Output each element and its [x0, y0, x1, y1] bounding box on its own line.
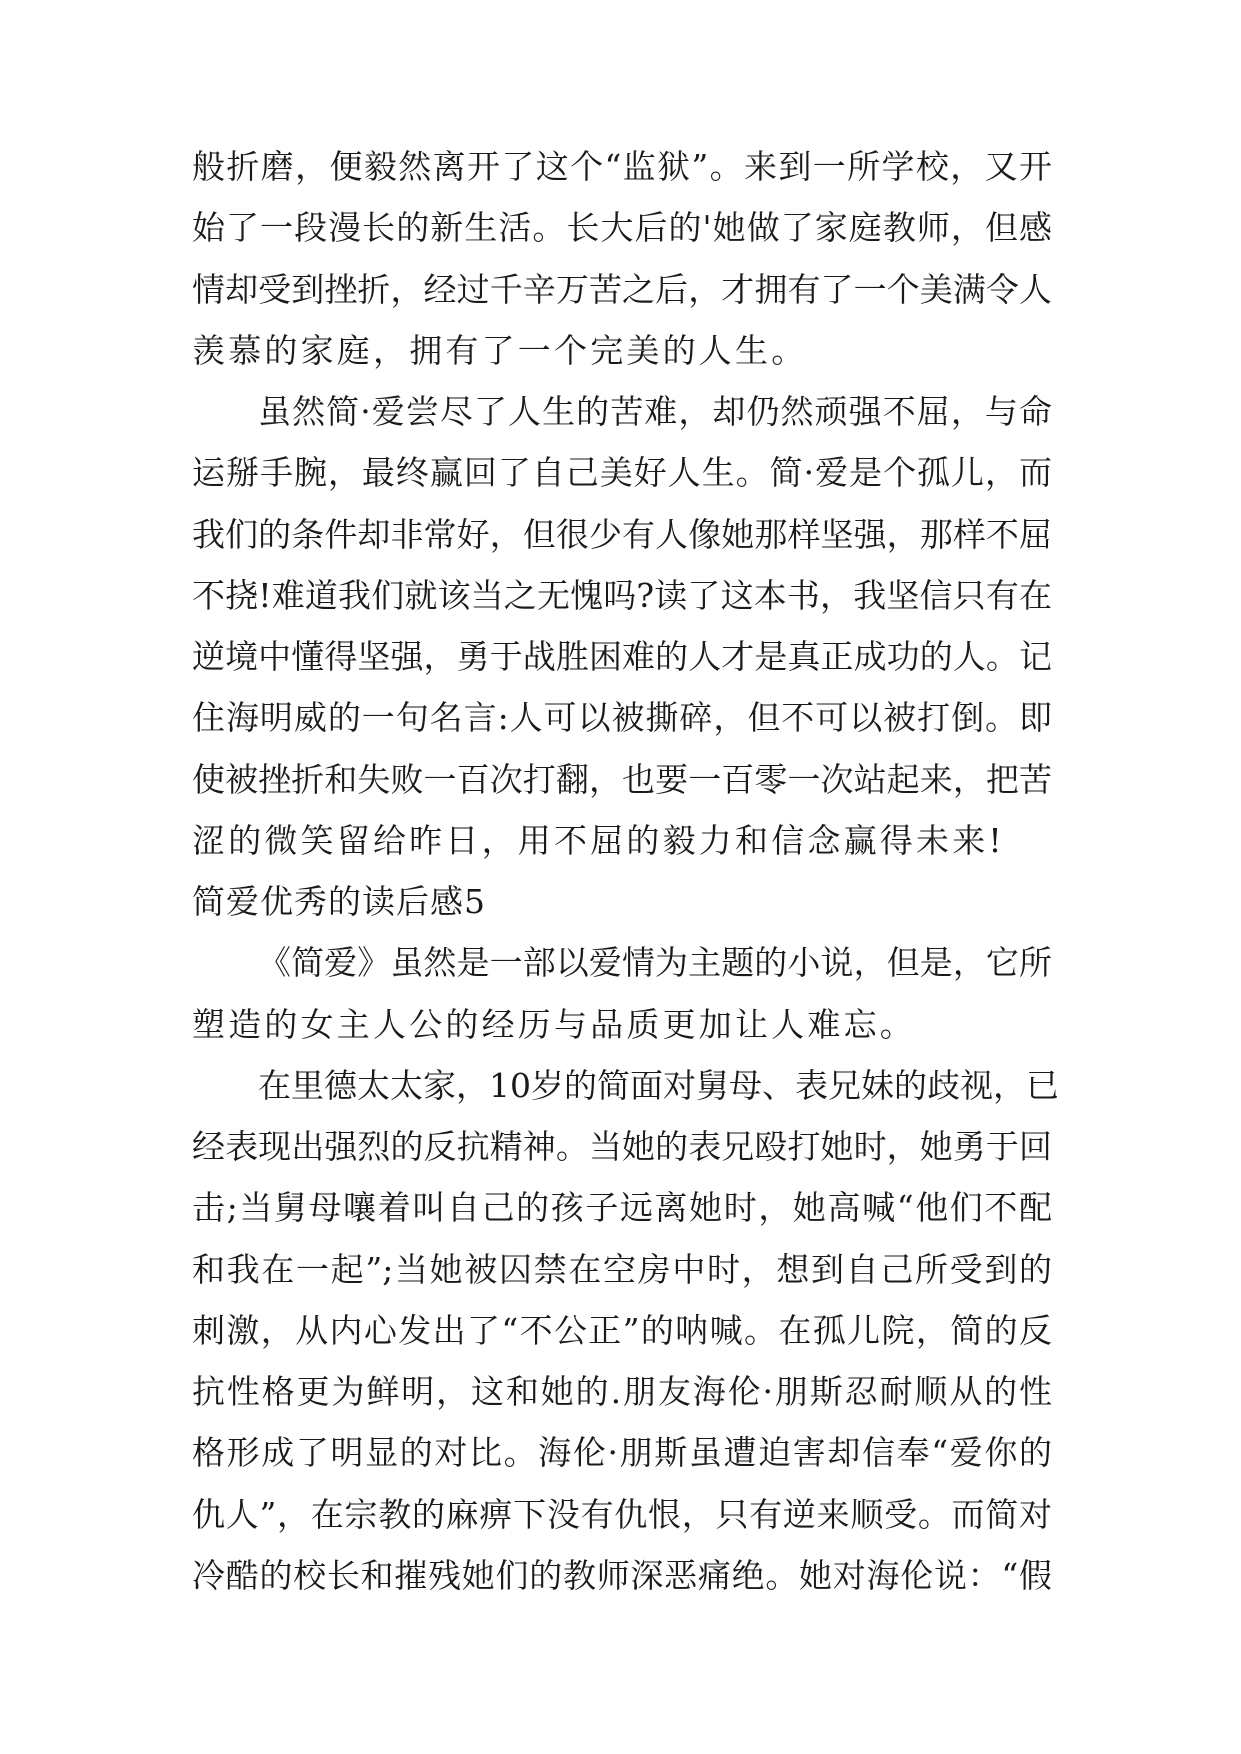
text-line: 《简爱》虽然是一部以爱情为主题的小说，但是，它所: [258, 943, 1052, 983]
text-line: 虽然简·爱尝尽了人生的苦难，却仍然顽强不屈，与命: [258, 392, 1052, 431]
text-line: 抗性格更为鲜明，这和她的.朋友海伦·朋斯忍耐顺从的性: [192, 1372, 1052, 1411]
document-body: [192, 147, 1059, 1620]
text-line: 使被挫折和失败一百次打翻，也要一百零一次站起来，把苦: [192, 759, 1052, 799]
text-line: 般折磨，便毅然离开了这个“监狱”。来到一所学校，又开: [192, 147, 1052, 186]
text-line: 刺激，从内心发出了“不公正”的呐喊。在孤儿院，简的反: [192, 1310, 1052, 1350]
text-line: 击;当舅母嚷着叫自己的孩子远离她时，她高喊“他们不配: [192, 1188, 1052, 1228]
text-line: 仇人”，在宗教的麻痹下没有仇恨，只有逆来顺受。而简对: [192, 1494, 1052, 1534]
text-line: 住海明威的一句名言:人可以被撕碎，但不可以被打倒。即: [192, 698, 1052, 738]
text-line: 塑造的女主人公的经历与品质更加让人难忘。: [192, 1004, 916, 1044]
text-line: 和我在一起”;当她被囚禁在空房中时，想到自己所受到的: [192, 1249, 1052, 1289]
text-line: 格形成了明显的对比。海伦·朋斯虽遭迫害却信奉“爱你的: [192, 1433, 1052, 1473]
text-line: 涩的微笑留给昨日，用不屈的毅力和信念赢得未来!: [192, 820, 1005, 860]
text-line: 运掰手腕，最终赢回了自己美好人生。简·爱是个孤儿，而: [192, 453, 1052, 493]
text-line: 我们的条件却非常好，但很少有人像她那样坚强，那样不屈: [192, 514, 1052, 554]
text-line: 在里德太太家，10岁的简面对舅母、表兄妹的歧视，已: [258, 1065, 1059, 1105]
text-line: 经表现出强烈的反抗精神。当她的表兄殴打她时，她勇于回: [192, 1127, 1052, 1166]
text-line: 逆境中懂得坚强，勇于战胜困难的人才是真正成功的人。记: [192, 637, 1052, 676]
text-line: 羡慕的家庭，拥有了一个完美的人生。: [192, 330, 808, 370]
text-line: 始了一段漫长的新生活。长大后的'她做了家庭教师，但感: [192, 208, 1052, 248]
section-heading: 简爱优秀的读后感5: [192, 882, 486, 921]
text-line: 情却受到挫折，经过千辛万苦之后，才拥有了一个美满令人: [192, 269, 1052, 309]
text-line: 冷酷的校长和摧残她们的教师深恶痛绝。她对海伦说：“假: [192, 1555, 1052, 1595]
text-line: 不挠!难道我们就该当之无愧吗?读了这本书，我坚信只有在: [192, 575, 1052, 615]
